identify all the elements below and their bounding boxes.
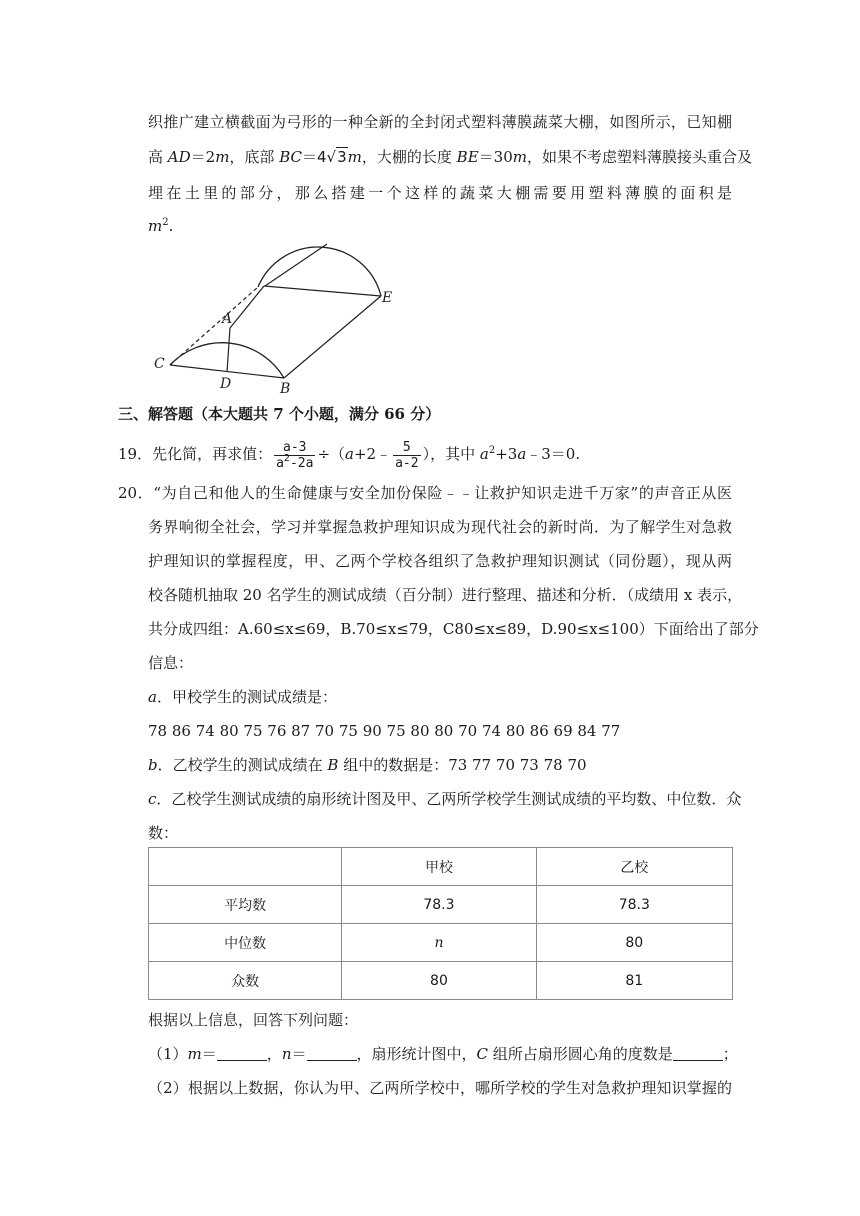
label-a: A [222, 311, 233, 327]
table-row [149, 962, 733, 1000]
problem20-line5: 共分成四组：A.60≤x≤69，B.70≤x≤79，C80≤x≤89，D.90≤x≤100）下面给出了部分 [148, 620, 759, 638]
problem18-line4: $m^2$. [148, 217, 174, 235]
table-header-cell [149, 848, 342, 886]
question-2: （2）根据以上数据，你认为甲、乙两所学校中，哪所学校的学生对急救护理知识掌握的 [148, 1079, 732, 1097]
info-c: c．乙校学生测试成绩的扇形统计图及甲、乙两所学校学生测试成绩的平均数、中位数．众 [148, 790, 742, 808]
answer-blank-n[interactable] [307, 1046, 357, 1061]
fraction-1: $\frac{a-3}{a^2-2a}$ [276, 439, 314, 471]
sqrt-expression: 4√3 [317, 148, 347, 166]
problem18-line2: 高 AD＝2m，底部 BC＝4√3m，大棚的长度 BE＝30m，如果不考虑塑料薄膜接头重合及 [148, 148, 752, 166]
edge-be [284, 296, 381, 378]
table-header-row [149, 848, 733, 886]
table-row [149, 886, 733, 924]
table-header-cell: 甲校 [342, 848, 536, 886]
back-arc [258, 247, 381, 296]
info-a: a．甲校学生的测试成绩是： [148, 688, 337, 706]
info-c-cont: 数： [148, 824, 179, 842]
fraction-2: $\frac{5}{a-2}$ [395, 439, 419, 471]
table-cell: 78.3 [536, 886, 732, 924]
questions-intro: 根据以上信息，回答下列问题： [148, 1011, 359, 1029]
answer-blank-angle[interactable] [673, 1046, 723, 1061]
label-e: E [382, 290, 393, 306]
scores-school-a: 78 86 74 80 75 76 87 70 75 90 75 80 80 70 74 80 86 69 84 77 [148, 722, 621, 740]
section-heading: 三、解答题（本大题共 7 个小题，满分 66 分） [118, 405, 441, 423]
problem20-line3: 护理知识的掌握程度，甲、乙两个学校各组织了急救护理知识测试（同份题），现从两 [148, 552, 732, 570]
answer-blank-m[interactable] [217, 1046, 267, 1061]
table-cell: 81 [536, 962, 732, 1000]
problem20-line2: 务界响彻全社会，学习并掌握急救护理知识成为现代社会的新时尚．为了解学生对急救 [148, 518, 732, 536]
front-arc [170, 343, 284, 378]
height-ad [227, 328, 230, 372]
problem20-line4: 校各随机抽取 20 名学生的测试成绩（百分制）进行整理、描述和分析．（成绩用 x 表示， [148, 586, 743, 604]
greenhouse-figure [140, 230, 410, 400]
table-cell: n [342, 924, 536, 962]
table-cell: 78.3 [342, 886, 536, 924]
table-cell: 平均数 [149, 886, 342, 924]
label-b: B [280, 381, 291, 397]
problem20-line6: 信息： [148, 654, 194, 672]
hidden-edge [170, 287, 258, 365]
problem20-line1: 20．“为自己和他人的生命健康与安全加份保险﹣﹣让救护知识走进千万家”的声音正从医 [118, 484, 732, 502]
problem18-line3: 埋在土里的部分，那么搭建一个这样的蔬菜大棚需要用塑料薄膜的面积是 [148, 184, 732, 202]
table-cell: 80 [342, 962, 536, 1000]
problem18-line1: 织推广建立横截面为弓形的一种全新的全封闭式塑料薄膜蔬菜大棚，如图所示，已知棚 [148, 113, 732, 131]
problem19: 19．先化简，再求值： $\frac{a-3}{a^2-2a}$ ÷（a+2﹣ $\frac{5}{a-2}$ ），其中 $a^2+3a﹣3=0$. [118, 439, 581, 471]
table-cell: 80 [536, 924, 732, 962]
question-1: （1）m＝ ，n＝ ，扇形统计图中，C 组所占扇形圆心角的度数是 ； [148, 1045, 738, 1063]
ridge-line [264, 286, 381, 296]
table-row [149, 924, 733, 962]
label-d: D [220, 376, 232, 392]
info-b: b．乙校学生的测试成绩在 B 组中的数据是：73 77 70 73 78 70 [148, 756, 587, 774]
stats-table [148, 847, 733, 1000]
label-c: C [154, 356, 165, 372]
table-cell: 中位数 [149, 924, 342, 962]
table-header-cell: 乙校 [536, 848, 732, 886]
table-cell: 众数 [149, 962, 342, 1000]
